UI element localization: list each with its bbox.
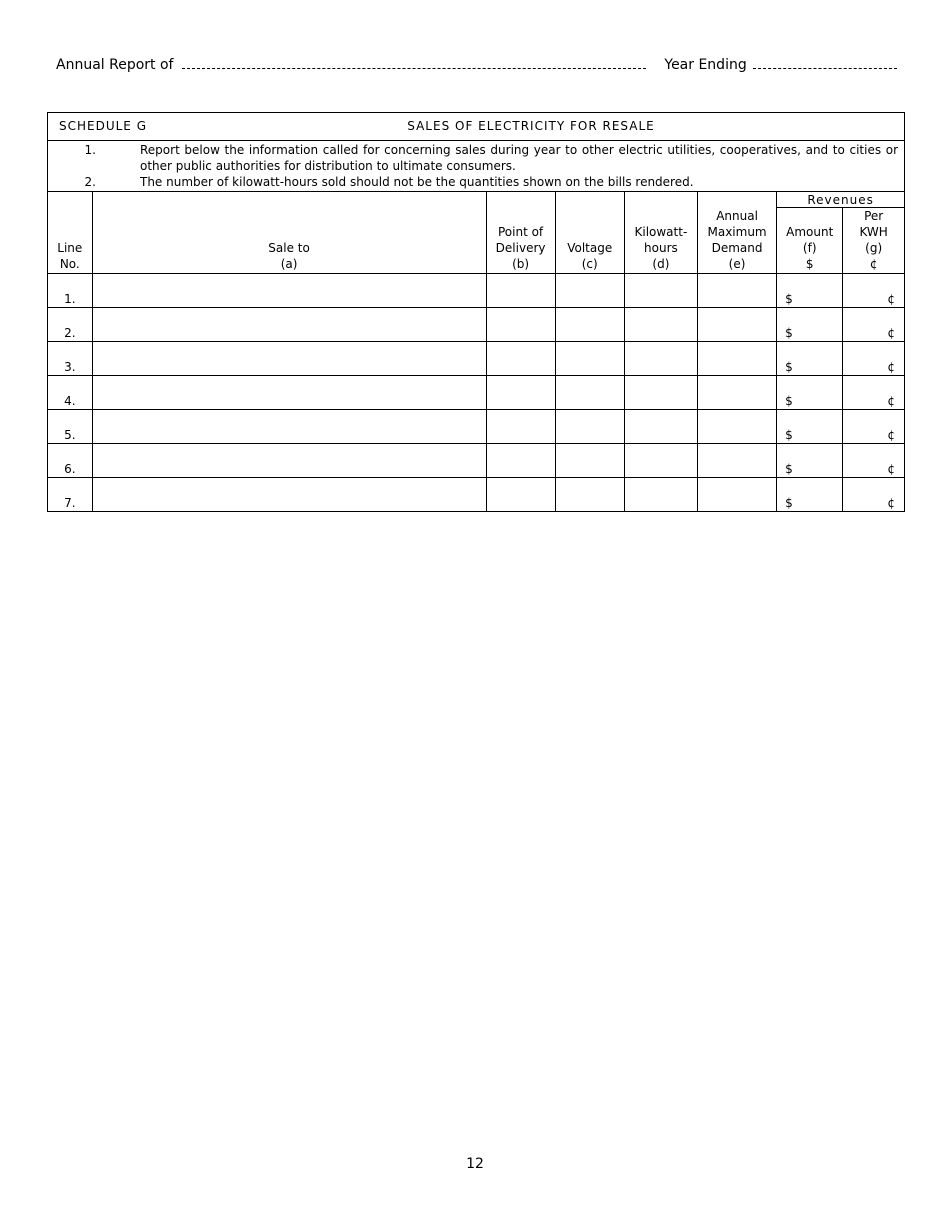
annual-max-demand-cell[interactable] <box>697 274 776 308</box>
voltage-cell[interactable] <box>555 410 624 444</box>
kilowatt-hours-cell[interactable] <box>624 376 697 410</box>
per-kwh-cell[interactable]: ¢ <box>843 274 904 308</box>
point-of-delivery-cell[interactable] <box>486 410 555 444</box>
point-of-delivery-cell[interactable] <box>486 342 555 376</box>
schedule-title: SALES OF ELECTRICITY FOR RESALE <box>407 119 655 133</box>
instruction-item <box>48 174 898 190</box>
per-kwh-cell[interactable]: ¢ <box>843 342 904 376</box>
voltage-cell[interactable] <box>555 342 624 376</box>
instruction-text: The number of kilowatt-hours sold should not be the quantities shown on the bills rendered. <box>140 175 694 189</box>
table-row <box>48 478 904 512</box>
point-of-delivery-cell[interactable] <box>486 376 555 410</box>
instruction-text: Report below the information called for concerning sales during year to other electric utilities, cooperatives, and to cities or other public authorities for distribution to ultimate consumers. <box>140 143 898 173</box>
kilowatt-hours-cell[interactable] <box>624 274 697 308</box>
amount-cell[interactable]: $ <box>777 478 843 512</box>
point-of-delivery-cell[interactable] <box>486 274 555 308</box>
kilowatt-hours-cell[interactable] <box>624 308 697 342</box>
line-number: 4. <box>48 376 92 410</box>
sale-to-cell[interactable] <box>92 274 486 308</box>
sale-to-cell[interactable] <box>92 410 486 444</box>
col-per-kwh: Per KWH (g) ¢ <box>843 208 904 274</box>
per-kwh-cell[interactable]: ¢ <box>843 410 904 444</box>
col-revenues: Revenues <box>777 192 904 208</box>
annual-max-demand-cell[interactable] <box>697 410 776 444</box>
header-row <box>48 192 904 208</box>
annual-max-demand-cell[interactable] <box>697 308 776 342</box>
per-kwh-cell[interactable]: ¢ <box>843 308 904 342</box>
line-number: 1. <box>48 274 92 308</box>
sale-to-cell[interactable] <box>92 444 486 478</box>
voltage-cell[interactable] <box>555 478 624 512</box>
amount-cell[interactable]: $ <box>777 274 843 308</box>
report-header <box>56 56 896 73</box>
sale-to-cell[interactable] <box>92 478 486 512</box>
line-number: 3. <box>48 342 92 376</box>
voltage-cell[interactable] <box>555 308 624 342</box>
line-number: 5. <box>48 410 92 444</box>
per-kwh-cell[interactable]: ¢ <box>843 478 904 512</box>
col-line-no: Line No. <box>48 192 92 274</box>
schedule-code: SCHEDULE G <box>59 119 148 133</box>
line-number: 7. <box>48 478 92 512</box>
annual-max-demand-cell[interactable] <box>697 342 776 376</box>
instruction-item <box>48 142 898 174</box>
sales-table <box>48 192 904 511</box>
point-of-delivery-cell[interactable] <box>486 308 555 342</box>
amount-cell[interactable]: $ <box>777 342 843 376</box>
point-of-delivery-cell[interactable] <box>486 444 555 478</box>
amount-cell[interactable]: $ <box>777 308 843 342</box>
kilowatt-hours-cell[interactable] <box>624 478 697 512</box>
table-row <box>48 308 904 342</box>
point-of-delivery-cell[interactable] <box>486 478 555 512</box>
page-number: 12 <box>466 1156 484 1172</box>
instruction-number: 1. <box>84 143 96 157</box>
sale-to-cell[interactable] <box>92 308 486 342</box>
instructions <box>48 141 904 192</box>
table-row <box>48 342 904 376</box>
table-row <box>48 444 904 478</box>
col-point-of-delivery: Point of Delivery (b) <box>486 192 555 274</box>
amount-cell[interactable]: $ <box>777 376 843 410</box>
voltage-cell[interactable] <box>555 376 624 410</box>
voltage-cell[interactable] <box>555 444 624 478</box>
line-number: 6. <box>48 444 92 478</box>
annual-max-demand-cell[interactable] <box>697 444 776 478</box>
kilowatt-hours-cell[interactable] <box>624 444 697 478</box>
amount-cell[interactable]: $ <box>777 410 843 444</box>
table-row <box>48 274 904 308</box>
col-kilowatt-hours: Kilowatt- hours (d) <box>624 192 697 274</box>
kilowatt-hours-cell[interactable] <box>624 342 697 376</box>
schedule-g-form <box>47 112 905 512</box>
year-ending-label: Year Ending <box>664 57 747 73</box>
line-number: 2. <box>48 308 92 342</box>
annual-report-label: Annual Report of <box>56 57 174 73</box>
col-amount: Amount (f) $ <box>777 208 843 274</box>
annual-max-demand-cell[interactable] <box>697 376 776 410</box>
schedule-header <box>48 113 904 141</box>
per-kwh-cell[interactable]: ¢ <box>843 444 904 478</box>
sale-to-cell[interactable] <box>92 376 486 410</box>
kilowatt-hours-cell[interactable] <box>624 410 697 444</box>
table-row <box>48 410 904 444</box>
instruction-number: 2. <box>84 175 96 189</box>
col-sale-to: Sale to (a) <box>92 192 486 274</box>
col-voltage: Voltage (c) <box>555 192 624 274</box>
col-annual-max-demand: Annual Maximum Demand (e) <box>697 192 776 274</box>
sale-to-cell[interactable] <box>92 342 486 376</box>
annual-report-field[interactable] <box>182 56 646 69</box>
table-row <box>48 376 904 410</box>
annual-max-demand-cell[interactable] <box>697 478 776 512</box>
amount-cell[interactable]: $ <box>777 444 843 478</box>
per-kwh-cell[interactable]: ¢ <box>843 376 904 410</box>
voltage-cell[interactable] <box>555 274 624 308</box>
year-ending-field[interactable] <box>753 56 897 69</box>
